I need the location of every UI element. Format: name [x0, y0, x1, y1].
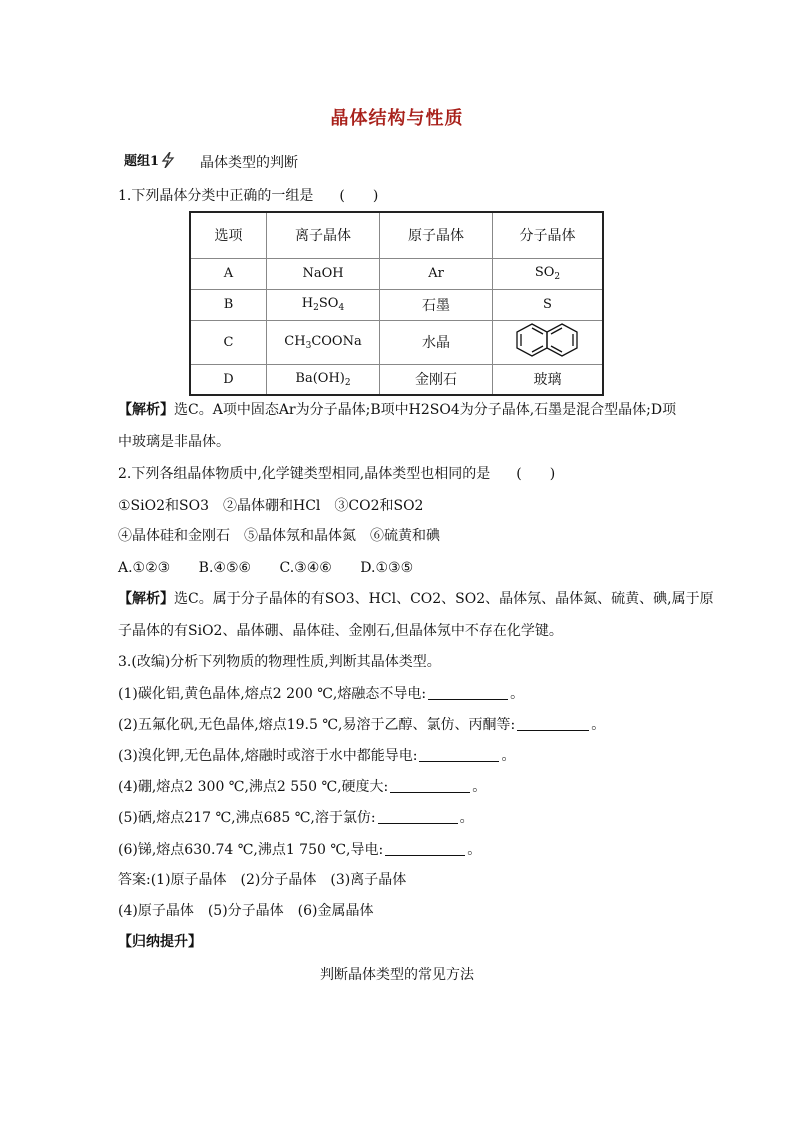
group-title: 晶体类型的判断: [200, 155, 298, 171]
q3-item: (5)硒,熔点217 ℃,沸点685 ℃,溶于氯仿: 。: [118, 810, 474, 826]
table-cell: D: [190, 364, 267, 395]
group-tag: [124, 150, 175, 169]
table-cell: $Ba(OH)_2$: [267, 364, 380, 395]
table-cell: S: [493, 289, 604, 320]
q2-analysis-line2: 子晶体的有SiO2、晶体硼、晶体硅、金刚石,但晶体氖中不存在化学键。: [118, 623, 563, 639]
answer-blank[interactable]: [517, 716, 589, 731]
q2-options-line1: ①SiO2和SO3 ②晶体硼和HCl ③CO2和SO2: [118, 498, 424, 514]
answer-blank[interactable]: [428, 685, 508, 700]
q1-stem: 1.下列晶体分类中正确的一组是 ( ): [118, 188, 379, 204]
lightning-icon: [161, 152, 175, 168]
q2-choices: [118, 558, 413, 578]
q1-analysis-line2: 中玻璃是非晶体。: [118, 434, 230, 450]
q1-analysis-line1: 【解析】选C。A项中固态Ar为分子晶体;B项中H2SO4为分子晶体,石墨是混合型晶体;D项: [118, 402, 677, 418]
q3-item: (4)硼,熔点2 300 ℃,沸点2 550 ℃,硬度大: 。: [118, 779, 487, 795]
q3-answer-line2: (4)原子晶体 (5)分子晶体 (6)金属晶体: [118, 903, 374, 919]
choice-c[interactable]: C.③④⑥: [279, 560, 332, 576]
q2-options-line2: ④晶体硅和金刚石 ⑤晶体氖和晶体氮 ⑥硫黄和碘: [118, 528, 440, 544]
q2-stem: 2.下列各组晶体物质中,化学键类型相同,晶体类型也相同的是 ( ): [118, 466, 556, 482]
table-row: [190, 320, 603, 364]
table-cell: 石墨: [380, 289, 493, 320]
table-header-cell: 分子晶体: [493, 212, 604, 258]
group-tag-label: 题组1: [124, 154, 160, 169]
q3-item: (3)溴化钾,无色晶体,熔融时或溶于水中都能导电: 。: [118, 748, 516, 764]
table-header-cell: 原子晶体: [380, 212, 493, 258]
table-cell: $CH_3COONa$: [267, 320, 380, 364]
table-cell: 水晶: [380, 320, 493, 364]
table-header-cell: 选项: [190, 212, 267, 258]
q3-item: (2)五氟化矾,无色晶体,熔点19.5 ℃,易溶于乙醇、氯仿、丙酮等: 。: [118, 717, 606, 733]
q3-answer-line1: 答案:(1)原子晶体 (2)分子晶体 (3)离子晶体: [118, 872, 407, 888]
q3-item: (6)锑,熔点630.74 ℃,沸点1 750 ℃,导电: 。: [118, 842, 482, 858]
naphthalene-structure-icon: [516, 321, 580, 359]
answer-blank[interactable]: [385, 841, 465, 856]
q2-analysis-line1: 【解析】选C。属于分子晶体的有SO3、HCl、CO2、SO2、晶体氖、晶体氮、硫黄、碘,属于原: [118, 591, 714, 607]
page-title: 晶体结构与性质: [330, 108, 464, 129]
table-header-cell: 离子晶体: [267, 212, 380, 258]
summary-tag: 【归纳提升】: [118, 934, 202, 950]
table-cell: C: [190, 320, 267, 364]
summary-heading: 判断晶体类型的常见方法: [320, 967, 474, 983]
table-cell: $SO_2$: [493, 258, 604, 289]
table-cell: Ar: [380, 258, 493, 289]
table-cell: 金刚石: [380, 364, 493, 395]
table-row: [190, 258, 603, 289]
table-row: [190, 289, 603, 320]
answer-blank[interactable]: [419, 747, 499, 762]
answer-blank[interactable]: [378, 809, 458, 824]
choice-a[interactable]: A.①②③: [118, 560, 171, 576]
table-cell: B: [190, 289, 267, 320]
table-cell: NaOH: [267, 258, 380, 289]
table-row: [190, 364, 603, 395]
choice-b[interactable]: B.④⑤⑥: [198, 560, 252, 576]
q3-item: (1)碳化铝,黄色晶体,熔点2 200 ℃,熔融态不导电: 。: [118, 686, 525, 702]
table-cell: 玻璃: [493, 364, 604, 395]
answer-blank[interactable]: [390, 778, 470, 793]
table-cell: $H_2SO_4$: [267, 289, 380, 320]
table-header-row: [190, 212, 603, 258]
choice-d[interactable]: D.①③⑤: [360, 560, 414, 576]
table-cell: A: [190, 258, 267, 289]
crystal-classification-table: [189, 211, 604, 396]
q3-stem: 3.(改编)分析下列物质的物理性质,判断其晶体类型。: [118, 654, 441, 670]
table-cell: [493, 320, 604, 364]
